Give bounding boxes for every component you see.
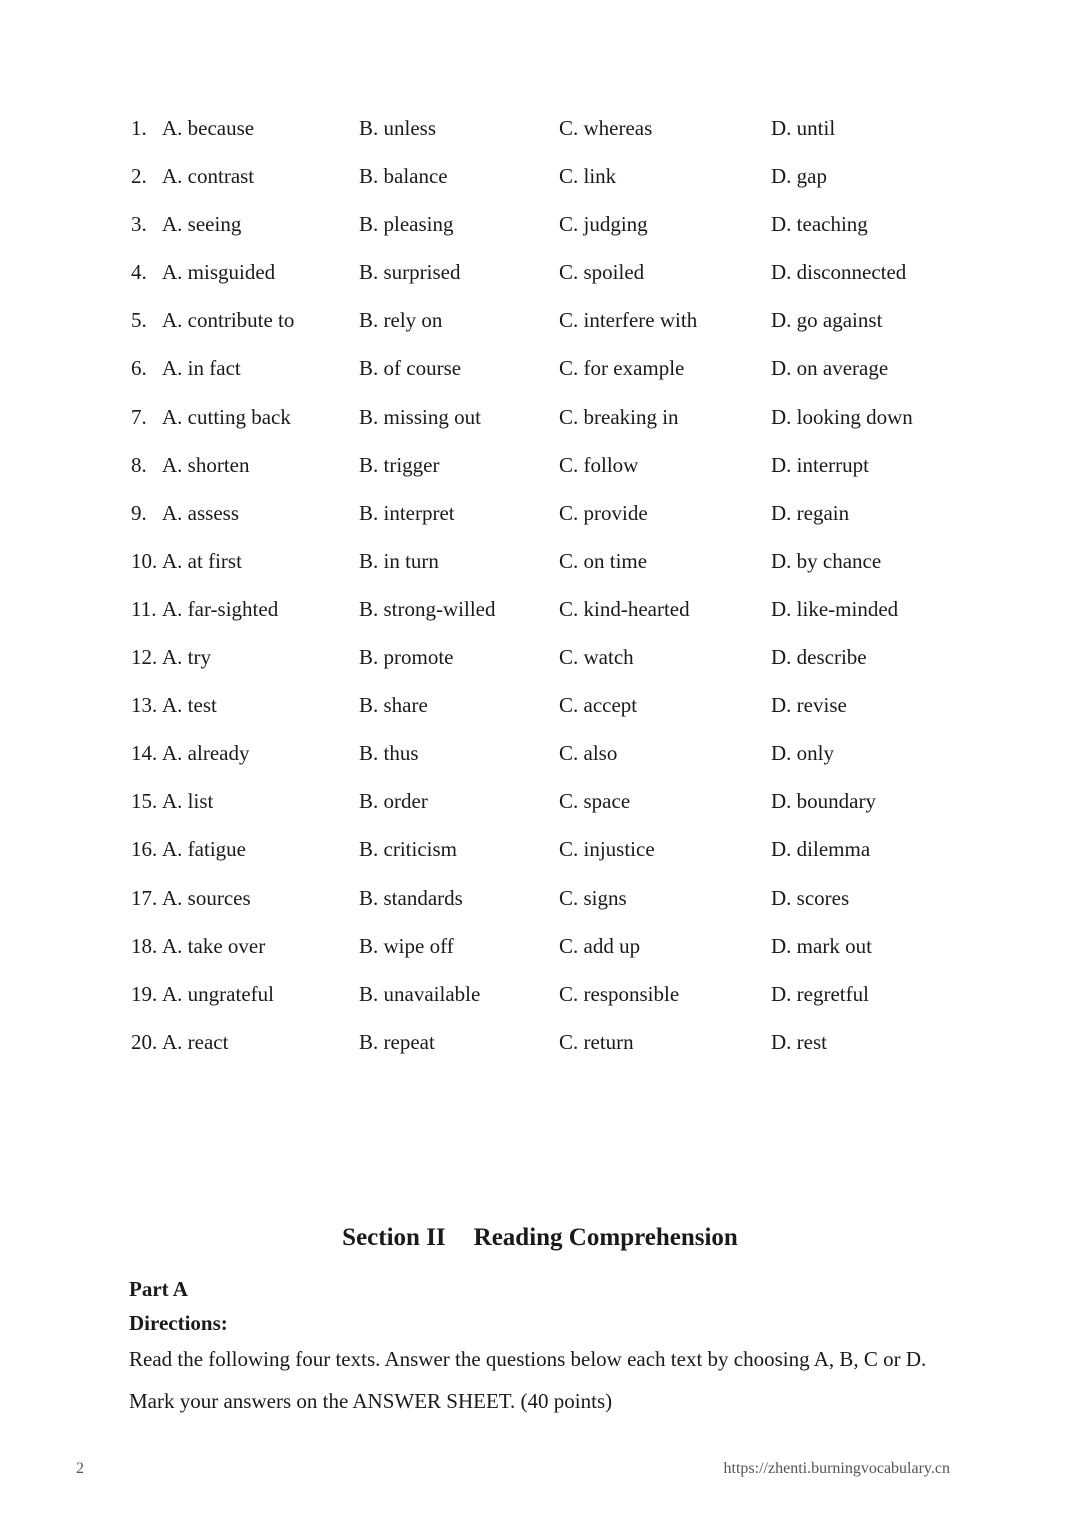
option-c: C. breaking in: [559, 404, 679, 429]
option-a: A. at first: [162, 548, 242, 573]
page-number: 2: [76, 1460, 84, 1477]
option-b: B. strong-willed: [359, 596, 496, 621]
question-number: 17.: [131, 885, 158, 910]
option-c: C. spoiled: [559, 260, 645, 285]
question-row: [0, 489, 1080, 537]
option-a: A. try: [162, 645, 211, 670]
option-b: B. pleasing: [359, 212, 454, 237]
option-b: B. share: [359, 693, 428, 718]
option-c: C. responsible: [559, 981, 680, 1006]
option-a: A. misguided: [162, 260, 276, 285]
option-a: A. react: [162, 1029, 229, 1054]
option-d: D. by chance: [771, 548, 882, 573]
option-c: C. add up: [559, 933, 641, 958]
question-row: [0, 248, 1080, 296]
question-row: [0, 970, 1080, 1018]
option-b: B. surprised: [359, 260, 461, 285]
option-a: A. cutting back: [162, 404, 291, 429]
question-row: [0, 681, 1080, 729]
question-number: 3.: [131, 212, 147, 237]
question-number: 16.: [131, 837, 158, 862]
question-row: [0, 537, 1080, 585]
option-a: A. already: [162, 741, 250, 766]
option-a: A. contrast: [162, 164, 255, 189]
option-b: B. unavailable: [359, 981, 481, 1006]
option-c: C. interfere with: [559, 308, 698, 333]
question-row: [0, 441, 1080, 489]
option-b: B. in turn: [359, 548, 439, 573]
option-a: A. in fact: [162, 356, 241, 381]
option-a: A. assess: [162, 500, 239, 525]
option-a: A. far-sighted: [162, 596, 279, 621]
option-d: D. until: [771, 116, 836, 140]
option-b: B. order: [359, 789, 428, 814]
option-c: C. accept: [559, 693, 638, 718]
option-d: D. boundary: [771, 789, 876, 814]
footer-url[interactable]: https://zhenti.burningvocabulary.cn: [723, 1460, 950, 1477]
question-number: 1.: [131, 116, 147, 140]
option-a: A. ungrateful: [162, 981, 274, 1006]
question-number: 7.: [131, 404, 147, 429]
option-c: C. for example: [559, 356, 685, 381]
question-number: 15.: [131, 789, 158, 814]
option-c: C. injustice: [559, 837, 655, 862]
option-b: B. missing out: [359, 404, 481, 429]
option-a: A. seeing: [162, 212, 242, 237]
question-number: 5.: [131, 308, 147, 333]
option-a: A. shorten: [162, 452, 250, 477]
option-b: B. unless: [359, 116, 437, 140]
section-title: [0, 1218, 1080, 1258]
question-number: 2.: [131, 164, 147, 189]
option-c: C. provide: [559, 500, 648, 525]
question-row: [0, 1018, 1080, 1066]
section-name: Reading Comprehension: [473, 1224, 738, 1251]
option-d: D. scores: [771, 885, 850, 910]
option-b: B. rely on: [359, 308, 443, 333]
option-d: D. on average: [771, 356, 889, 381]
option-c: C. kind-hearted: [559, 596, 690, 621]
option-b: B. of course: [359, 356, 462, 381]
option-c: C. whereas: [559, 116, 653, 140]
option-c: C. follow: [559, 452, 639, 477]
option-d: D. teaching: [771, 212, 868, 237]
option-c: C. watch: [559, 645, 634, 670]
option-a: A. fatigue: [162, 837, 246, 862]
option-b: B. trigger: [359, 452, 440, 477]
option-a: A. test: [162, 693, 217, 718]
question-number: 12.: [131, 645, 158, 670]
question-row: [0, 296, 1080, 344]
option-c: C. link: [559, 164, 617, 189]
option-d: D. go against: [771, 308, 883, 333]
question-number: 20.: [131, 1029, 158, 1054]
question-number: 8.: [131, 452, 147, 477]
option-c: C. space: [559, 789, 631, 814]
option-b: B. interpret: [359, 500, 455, 525]
option-d: D. like-minded: [771, 596, 899, 621]
question-row: [0, 922, 1080, 970]
option-c: C. return: [559, 1029, 634, 1054]
question-number: 6.: [131, 356, 147, 381]
part-title: Part A: [129, 1277, 188, 1301]
question-number: 14.: [131, 741, 158, 766]
option-d: D. looking down: [771, 404, 913, 429]
question-number: 19.: [131, 981, 158, 1006]
question-row: [0, 152, 1080, 200]
question-row: [0, 633, 1080, 681]
question-number: 9.: [131, 500, 147, 525]
option-d: D. regretful: [771, 981, 869, 1006]
option-c: C. judging: [559, 212, 648, 237]
option-d: D. describe: [771, 645, 867, 670]
option-b: B. balance: [359, 164, 448, 189]
option-c: C. signs: [559, 885, 627, 910]
question-options-list: [0, 104, 1080, 1066]
question-number: 13.: [131, 693, 158, 718]
question-number: 18.: [131, 933, 158, 958]
option-b: B. standards: [359, 885, 463, 910]
section-number: Section II: [342, 1224, 446, 1251]
option-d: D. interrupt: [771, 452, 869, 477]
option-b: B. thus: [359, 741, 419, 766]
question-row: [0, 825, 1080, 873]
question-row: [0, 585, 1080, 633]
question-row: [0, 729, 1080, 777]
question-number: 10.: [131, 548, 158, 573]
option-a: A. list: [162, 789, 214, 814]
option-d: D. gap: [771, 164, 827, 189]
option-a: A. take over: [162, 933, 266, 958]
option-a: A. contribute to: [162, 308, 295, 333]
option-b: B. wipe off: [359, 933, 454, 958]
directions-label: Directions:: [129, 1311, 228, 1335]
option-d: D. only: [771, 741, 834, 766]
option-b: B. repeat: [359, 1029, 435, 1054]
option-d: D. regain: [771, 500, 850, 525]
question-row: [0, 104, 1080, 152]
option-c: C. also: [559, 741, 618, 766]
directions-text: Read the following four texts. Answer the questions below each text by choosing A, B, C or D. Mark your answers on the ANSWER SHEET. (40 points): [129, 1347, 927, 1413]
option-a: A. sources: [162, 885, 251, 910]
question-number: 11.: [131, 596, 157, 621]
option-b: B. criticism: [359, 837, 457, 862]
question-row: [0, 777, 1080, 825]
question-row: [0, 344, 1080, 392]
option-d: D. mark out: [771, 933, 872, 958]
question-row: [0, 200, 1080, 248]
option-a: A. because: [162, 116, 255, 140]
question-row: [0, 874, 1080, 922]
option-d: D. revise: [771, 693, 847, 718]
option-b: B. promote: [359, 645, 454, 670]
option-d: D. dilemma: [771, 837, 871, 862]
option-d: D. disconnected: [771, 260, 907, 285]
option-c: C. on time: [559, 548, 648, 573]
question-number: 4.: [131, 260, 147, 285]
option-d: D. rest: [771, 1029, 827, 1054]
question-row: [0, 393, 1080, 441]
